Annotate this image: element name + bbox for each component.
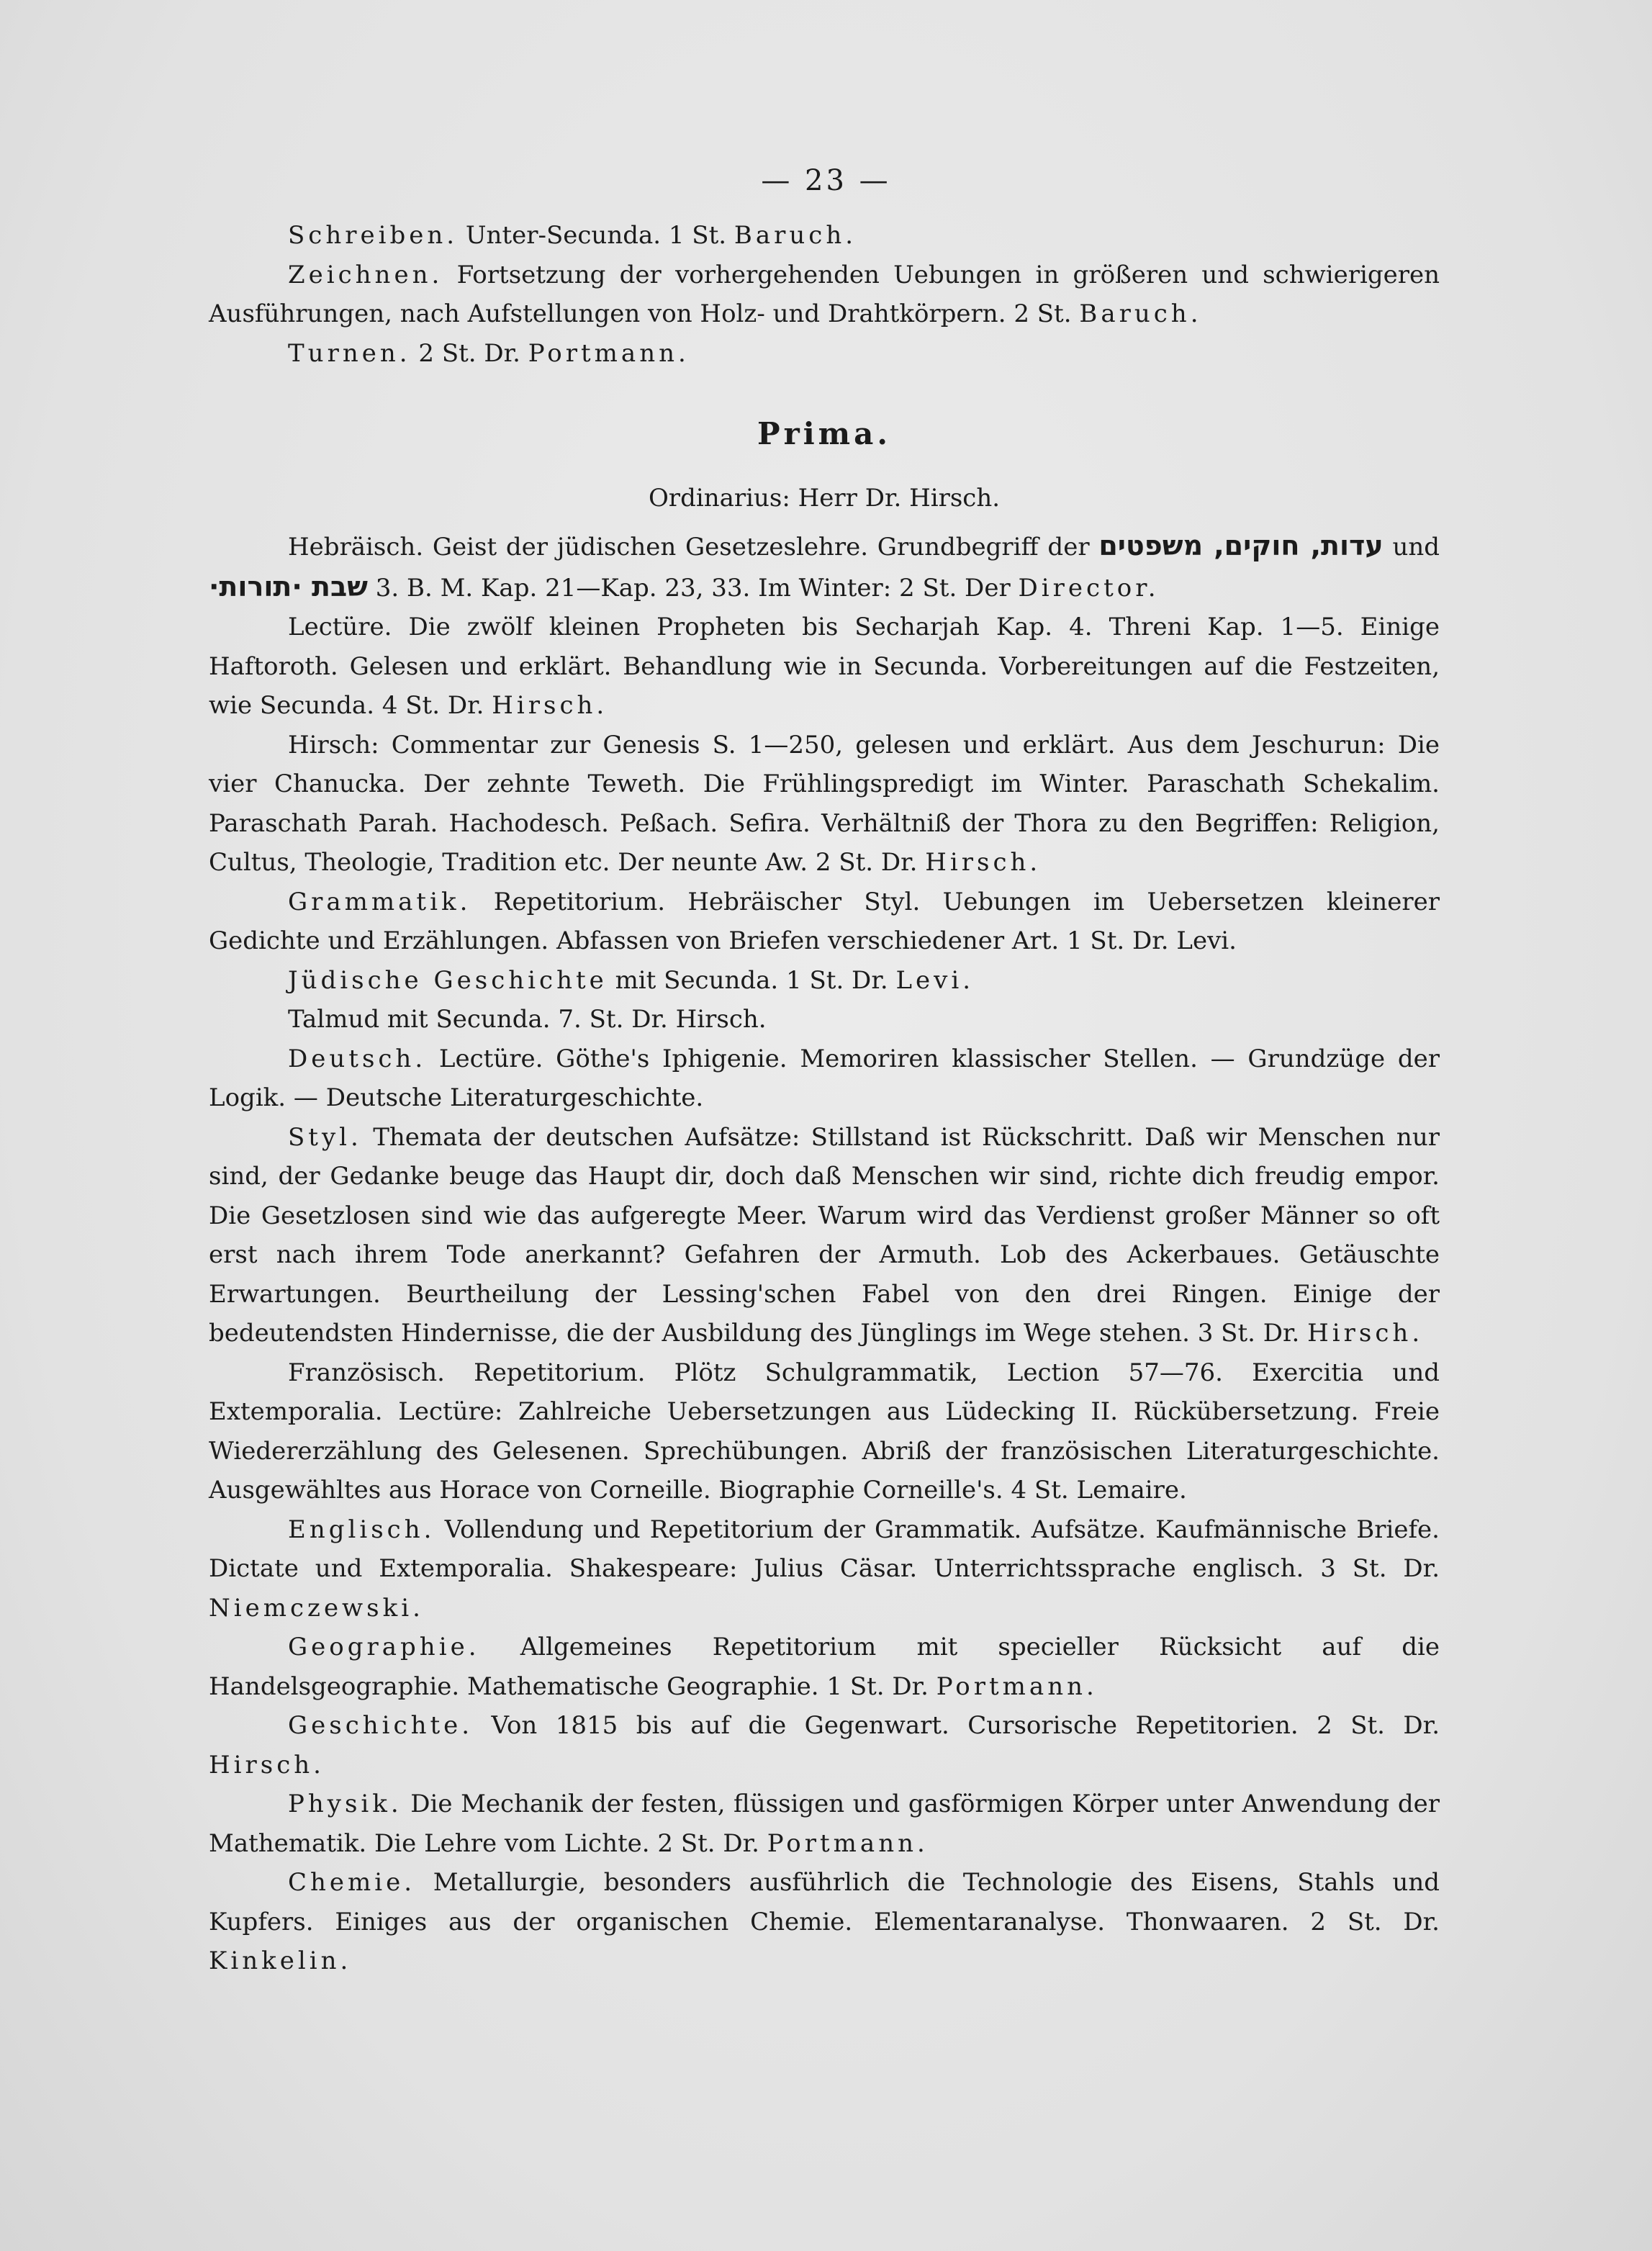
hebrew-terms-a: עדות, חוקים, משפטים xyxy=(1098,530,1384,561)
teacher-styl: Hirsch. xyxy=(1307,1319,1424,1348)
subject-physik: Physik. xyxy=(288,1790,402,1818)
teacher-lectuere: Hirsch. xyxy=(492,691,608,720)
subject-grammatik: Grammatik. xyxy=(288,887,471,916)
paragraph-zeichnen xyxy=(209,256,1440,334)
teacher-geographie: Portmann. xyxy=(936,1672,1098,1701)
teacher-zeichnen: Baruch. xyxy=(1079,299,1202,328)
paragraph-chemie xyxy=(209,1863,1440,1981)
page-body xyxy=(209,216,1440,1981)
deutsch-text: Lectüre. Göthe's Iphigenie. Memoriren klassischer Stellen. — Grundzüge der Logik. — Deutsche Literaturgeschichte. xyxy=(209,1044,1440,1112)
teacher-englisch: Niemczewski. xyxy=(209,1593,424,1623)
grammatik-text: Repetitorium. Hebräischer Styl. Uebungen im Uebersetzen kleinerer Gedichte und Erzählungen. Abfassen von Briefen verschiedener Art. 1 St. Dr. Levi. xyxy=(209,887,1440,955)
subject-styl: Styl. xyxy=(288,1122,362,1152)
teacher-geschichte: Hirsch. xyxy=(209,1750,325,1779)
englisch-text: Vollendung und Repetitorium der Grammatik. Aufsätze. Kaufmännische Briefe. Dictate und Extemporalia. Shakespeare: Julius Cäsar. Unterrichtssprache englisch. 3 St. Dr. xyxy=(209,1515,1440,1583)
section-heading-prima: Prima. xyxy=(757,416,891,451)
paragraph-juedische-geschichte xyxy=(209,961,1440,1001)
paragraph-deutsch xyxy=(209,1039,1440,1118)
geschichte-text: Von 1815 bis auf die Gegenwart. Cursorische Repetitorien. 2 St. Dr. xyxy=(491,1711,1440,1740)
paragraph-geographie xyxy=(209,1628,1440,1706)
paragraph-grammatik xyxy=(209,883,1440,961)
juedische-geschichte-text: mit Secunda. 1 St. Dr. xyxy=(615,965,888,995)
paragraph-lectuere xyxy=(209,608,1440,726)
hebraeisch-text-b: und xyxy=(1392,533,1440,561)
lectuere-text: Lectüre. Die zwölf kleinen Propheten bis Secharjah Kap. 4. Threni Kap. 1—5. Einige Haftoroth. Gelesen und erklärt. Behandlung wie in Secunda. Vorbereitungen auf die Festzeiten, wie Secunda. 4 St. Dr. xyxy=(209,613,1440,720)
paragraph-turnen xyxy=(209,334,1440,374)
teacher-chemie: Kinkelin. xyxy=(209,1946,352,1975)
turnen-text: 2 St. Dr. xyxy=(418,338,520,368)
paragraph-styl xyxy=(209,1118,1440,1353)
paragraph-hebraeisch xyxy=(209,526,1440,608)
geographie-text: Allgemeines Repetitorium mit specieller Rücksicht auf die Handelsgeographie. Mathematische Geographie. 1 St. Dr. xyxy=(209,1633,1440,1701)
teacher-turnen: Portmann. xyxy=(528,338,690,368)
ordinarius-line: Ordinarius: Herr Dr. Hirsch. xyxy=(648,483,1001,513)
subject-turnen: Turnen. xyxy=(288,338,411,368)
physik-text: Die Mechanik der festen, flüssigen und gasförmigen Körper unter Anwendung der Mathematik. Die Lehre vom Lichte. 2 St. Dr. xyxy=(209,1790,1440,1858)
subject-geographie: Geographie. xyxy=(288,1633,480,1661)
paragraph-geschichte xyxy=(209,1706,1440,1785)
hebraeisch-text-a: Geist der jüdischen Gesetzeslehre. Grundbegriff der xyxy=(432,533,1090,561)
subject-hebraeisch: Hebräisch. xyxy=(288,533,424,561)
subject-deutsch: Deutsch. xyxy=(288,1044,427,1073)
franzoesisch-text: Französisch. Repetitorium. Plötz Schulgrammatik, Lection 57—76. Exercitia und Extemporalia. Lectüre: Zahlreiche Uebersetzungen aus Lüdecking II. Rückübersetzung. Freie Wiedererzählung des Gelesenen. Sprechübungen. Abriß der französischen Literaturgeschichte. Ausgewähltes aus Horace von Corneille. Biographie Corneille's. 4 St. Lemaire. xyxy=(209,1358,1440,1505)
styl-text: Themata der deutschen Aufsätze: Stillstand ist Rückschritt. Daß wir Menschen nur sind, der Gedanke beuge das Haupt dir, doch daß Menschen wir sind, richte dich freudig empor. Die Gesetzlosen sind wie das aufgeregte Meer. Warum wird das Verdienst großer Männer so oft erst nach ihrem Tode anerkannt? Gefahren der Armuth. Lob des Ackerbaues. Getäuschte Erwartungen. Beurtheilung der Lessing'schen Fabel von den drei Ringen. Einige der bedeutendsten Hindernisse, die der Ausbildung des Jünglings im Wege stehen. 3 St. Dr. xyxy=(209,1122,1440,1348)
teacher-hirsch-commentar: Hirsch. xyxy=(925,848,1042,877)
teacher-physik: Portmann. xyxy=(767,1828,929,1858)
paragraph-franzoesisch xyxy=(209,1353,1440,1510)
schreiben-text: Unter-Secunda. 1 St. xyxy=(465,221,727,250)
page-number: — 23 — xyxy=(761,164,891,197)
teacher-schreiben: Baruch. xyxy=(734,221,857,250)
subject-geschichte: Geschichte. xyxy=(288,1711,474,1740)
hebraeisch-text-c: 3. B. M. Kap. 21—Kap. 23, 33. Im Winter: 2 St. Der xyxy=(375,573,1011,603)
paragraph-schreiben xyxy=(209,216,1440,256)
teacher-hebraeisch: Director. xyxy=(1018,573,1160,603)
zeichnen-text: Fortsetzung der vorhergehenden Uebungen in größeren und schwierigeren Ausführungen, nach Aufstellungen von Holz- und Drahtkörpern. 2 St. xyxy=(209,260,1440,328)
subject-chemie: Chemie. xyxy=(288,1868,416,1897)
paragraph-hirsch-commentar xyxy=(209,726,1440,883)
hirsch-commentar-text: Hirsch: Commentar zur Genesis S. 1—250, gelesen und erklärt. Aus dem Jeschurun: Die vier Chanucka. Der zehnte Teweth. Die Frühlingspredigt im Winter. Paraschath Schekalim. Paraschath Parah. Hachodesch. Peßach. Sefira. Verhältniß der Thora zu den Begriffen: Religion, Cultus, Theologie, Tradition etc. Der neunte Aw. 2 St. Dr. xyxy=(209,730,1440,877)
chemie-text: Metallurgie, besonders ausführlich die Technologie des Eisens, Stahls und Kupfers. Einiges aus der organischen Chemie. Elementaranalyse. Thonwaaren. 2 St. Dr. xyxy=(209,1868,1440,1936)
paragraph-physik xyxy=(209,1785,1440,1863)
teacher-juedische-geschichte: Levi. xyxy=(895,965,975,995)
subject-englisch: Englisch. xyxy=(288,1515,435,1544)
talmud-text: Talmud mit Secunda. 7. St. Dr. Hirsch. xyxy=(288,1005,767,1034)
subject-schreiben: Schreiben. xyxy=(288,221,459,250)
paragraph-talmud xyxy=(209,1000,1440,1039)
subject-juedische-geschichte: Jüdische Geschichte xyxy=(288,965,608,995)
subject-zeichnen: Zeichnen. xyxy=(288,260,443,289)
paragraph-englisch xyxy=(209,1510,1440,1628)
hebrew-terms-b: שבת ·תורות· xyxy=(209,570,368,603)
